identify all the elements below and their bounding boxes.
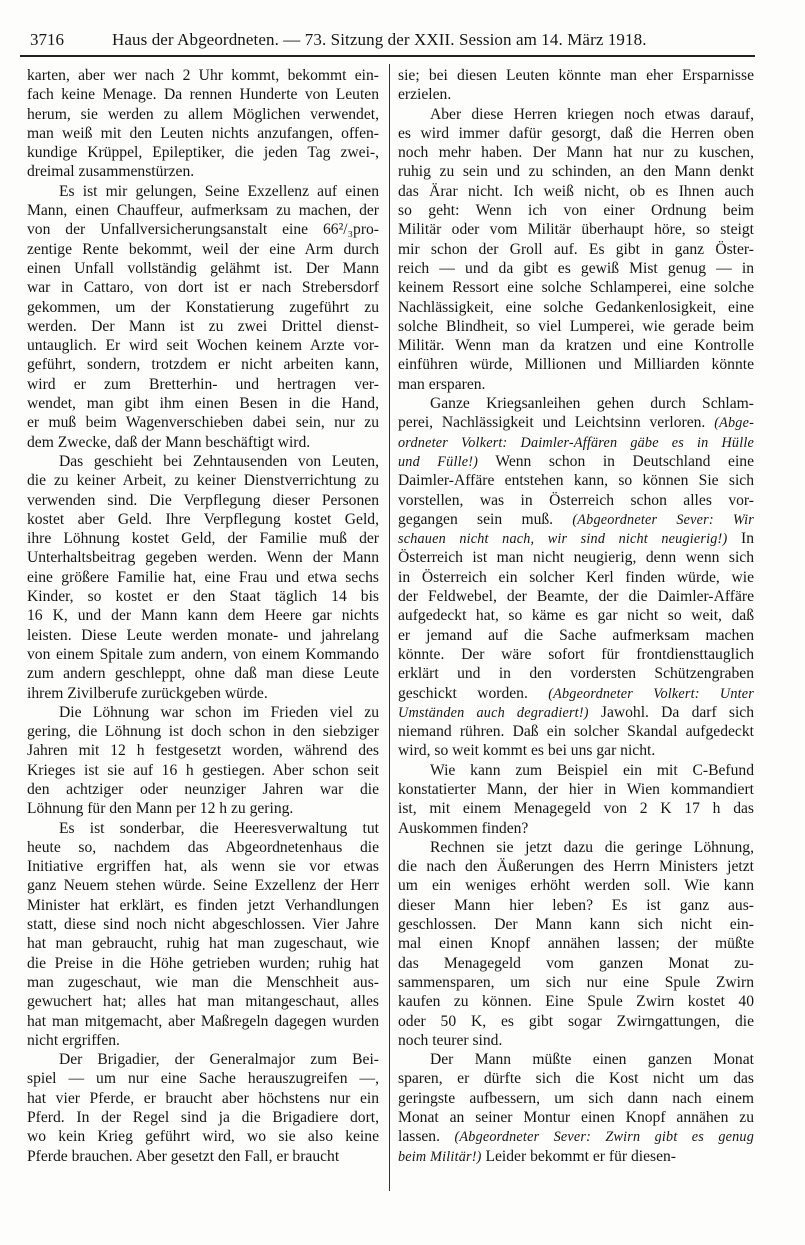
text-line: mir schon der Groll auf. Es gibt in ganz Öster- [398, 240, 754, 258]
interjection-text: ordneter Volkert: Daimler-Affären gäbe es in Hülle [398, 434, 754, 451]
text-line [398, 413, 754, 432]
text-line: das Menagegeld vom ganzen Monat zu- [398, 954, 754, 972]
text-line: konstatierter Mann, der hier in Wien kommandiert [398, 780, 754, 798]
text-line: statt, diese sind noch nicht abgeschlossen. Vier Jahre [27, 916, 379, 934]
text-line: spiel — um nur eine Sache herauszugreifen —, [27, 1070, 379, 1088]
text-line: reich — und da gibt es gewiß Mist genug — in [398, 259, 754, 277]
text-line: Minister hat erklärt, es finden jetzt Verhandlungen [27, 896, 379, 914]
text-line: Aber diese Herren kriegen noch etwas darauf, [430, 105, 754, 123]
speech-text: perei, Nachlässigkeit und Leichtsinn verloren. [398, 414, 715, 432]
text-line: man weiß mit den Leuten nichts anzufangen, offen- [27, 124, 379, 142]
text-line: vorstellen, was in Österreich schon alles vor- [398, 491, 754, 509]
text-line: verwenden sind. Die Verpflegung dieser Personen [27, 491, 379, 509]
text-line: man zugeschaut, wie man die Menschheit aus- [27, 973, 379, 991]
text-line: dieser Mann hier leben? Es ist ganz aus- [398, 896, 754, 914]
interjection-text: Umständen auch degradiert!) [398, 704, 589, 721]
interjection-text: beim Militär!) [398, 1148, 482, 1165]
text-line [398, 529, 754, 548]
text-line: ganz Neuem stehen würde. Seine Exzellenz der Herr [27, 877, 379, 895]
text-line: Pferde brauchen. Aber gesetzt den Fall, er braucht [27, 1147, 340, 1165]
text-line: Monat an seiner Montur einen Knopf annähen zu [398, 1109, 754, 1127]
text-line: fach keine Menage. Da rennen Hunderte von Leuten [27, 86, 379, 104]
text-line [398, 703, 754, 722]
text-line: ruhig zu sein und zu schinden, an den Mann denkt [398, 163, 754, 181]
text-line: so geht: Wenn ich von einer Ordnung beim [398, 202, 754, 220]
text-line: Militär oder vom Militär überhaupt höre, so steigt [398, 221, 754, 239]
text-line: Der Mann müßte einen ganzen Monat [430, 1051, 754, 1069]
text-line: könnte. Der wäre sofort für frontdiensttauglich [398, 645, 754, 663]
text-line: Ganze Kriegsanleihen gehen durch Schlam- [430, 395, 754, 413]
text-line: Pferd. In der Regel sind ja die Brigadiere dort, [27, 1109, 379, 1127]
speech-text: Wenn schon in Deutschland eine [478, 452, 754, 470]
text-line [398, 1127, 754, 1146]
text-line: erklärt und in den vordersten Schützengraben [398, 665, 754, 683]
text-line: Die Löhnung war schon im Frieden viel zu [59, 703, 379, 721]
text-line: geringste aufbessern, um sich dann nach einem [398, 1089, 754, 1107]
text-line: karten, aber wer nach 2 Uhr kommt, bekommt ein- [27, 67, 379, 84]
text-line: in Österreich ein solcher Kerl finden würde, wie [398, 568, 754, 586]
text-line: ist, mit einem Menagegeld von 2 K 17 h das [398, 800, 754, 818]
text-line: Rechnen sie jetzt dazu die geringe Löhnung, [430, 838, 754, 856]
text-line: von der Unfallversicherungsanstalt eine 66²/₃pro- [27, 221, 379, 239]
text-line: man ersparen. [398, 375, 486, 393]
text-line: werden. Der Mann ist zu zwei Drittel dienst- [27, 317, 379, 335]
text-line: herum, sie werden zu allem Möglichen verwendet, [27, 105, 379, 123]
text-line: untauglich. Er wird seit Wochen keinem Arzte vor- [27, 337, 379, 355]
right-column [398, 66, 754, 1166]
text-line: Der Brigadier, der Generalmajor zum Bei- [59, 1051, 379, 1069]
text-line: Nachlässigkeit, eine solche Gedankenlosigkeit, eine [398, 298, 754, 316]
text-line [398, 1147, 754, 1166]
text-line: gekommen, um der Konstatierung zugeführt zu [27, 298, 379, 316]
text-line: zum andern geschleppt, ohne daß man diese Leute [27, 665, 379, 683]
speech-text: lassen. [398, 1128, 455, 1146]
text-line: um ein weniges erhöht werden soll. Wie kann [398, 877, 754, 895]
text-line: erzielen. [398, 86, 452, 104]
interjection-text: (Abge- [714, 415, 754, 432]
text-line: Löhnung für den Mann per 12 h zu gering. [27, 800, 294, 818]
speech-text: In [727, 530, 754, 548]
text-line: sie; bei diesen Leuten könnte man eher Ersparnisse [398, 67, 754, 84]
interjection-text: (Abgeordneter Sever: Zwirn gibt es genug [454, 1129, 754, 1146]
text-line: oder 50 K, es gibt sogar Zwirngattungen, die [398, 1012, 754, 1030]
text-line: er jemand auf die Sache aufmerksam machen [398, 626, 754, 644]
text-line: sparen, er dürfte sich die Kost nicht um das [398, 1070, 754, 1088]
text-line: wendet, man gibt ihm einen Besen in die Hand, [27, 395, 379, 413]
text-line: aufgedeckt hat, so käme es gar nicht so weit, daß [398, 607, 754, 625]
text-line: noch mehr haben. Der Mann hat nur zu kuschen, [398, 144, 754, 162]
text-line: die Preise in die Höhe getrieben wurden; ruhig hat [27, 954, 379, 972]
text-line: kostet aber Geld. Ihre Verpflegung kostet Geld, [27, 510, 379, 528]
text-line: keinem Ressort eine solche Schlamperei, eine solche [398, 279, 754, 297]
interjection-text: (Abgeordneter Sever: Wir [572, 511, 754, 528]
text-line: war in Cattaro, von dort ist er nach Strebersdorf [27, 279, 379, 297]
column-divider [389, 64, 390, 1191]
text-line: dem Zwecke, daß der Mann beschäftigt wird. [27, 433, 311, 451]
text-line: ihre Löhnung kostet Geld, der Familie muß der [27, 530, 379, 548]
text-line: die nach den Äußerungen des Herrn Ministers jetzt [398, 858, 754, 876]
text-line: Österreich ist man nicht neugierig, denn wenn sich [398, 549, 754, 567]
text-line: heute so, nachdem das Abgeordnetenhaus die [27, 838, 379, 856]
text-line [398, 510, 754, 529]
text-line: einen Unfall vollständig gelähmt ist. Der Mann [27, 259, 379, 277]
text-line: hat vier Pferde, er braucht aber höchstens nur ein [27, 1089, 379, 1107]
interjection-text: schauen nicht nach, wir sind nicht neugierig!) [398, 531, 728, 548]
text-line: gering, die Löhnung ist doch schon in den siebziger [27, 723, 379, 741]
text-line: noch teurer sind. [398, 1031, 503, 1049]
text-line: eine größere Familie hat, eine Frau und etwa sechs [27, 568, 379, 586]
text-line: wird, so weit kommt es bei uns gar nicht. [398, 742, 656, 760]
text-line: Krieges ist sie auf 16 h gestiegen. Aber schon seit [27, 761, 379, 779]
text-line: Das geschieht bei Zehntausenden von Leuten, [59, 452, 379, 470]
left-column [27, 66, 379, 1166]
text-line: zentige Rente bekommt, weil der eine Arm durch [27, 240, 379, 258]
text-line [398, 684, 754, 703]
speech-text: Leider bekommt er für diesen- [481, 1147, 676, 1165]
text-line: Auskommen finden? [398, 819, 529, 837]
text-line: kundige Krüppel, Epileptiker, die jeden Tag zwei-, [27, 144, 379, 162]
running-title: Haus der Abgeordneten. — 73. Sitzung der XXII. Session am 14. März 1918. [112, 30, 647, 49]
text-line: geschlossen. Der Mann kann sich nicht ein- [398, 916, 754, 934]
text-line: der Feldwebel, der Beamte, der die Daimler-Affäre [398, 588, 754, 606]
text-line: Initiative ergriffen hat, als wenn sie vor etwas [27, 858, 379, 876]
text-line: hat man gebraucht, ruhig hat man zugeschaut, wie [27, 935, 379, 953]
text-line: wo kein Krieg geführt wird, wo sie also keine [27, 1128, 379, 1146]
text-line: Wie kann zum Beispiel ein mit C-Befund [430, 761, 754, 779]
speech-text: Jawohl. Da darf sich [588, 703, 754, 721]
text-line: das Ärar nicht. Ich weiß nicht, ob es Ihnen auch [398, 182, 754, 200]
text-line: leisten. Diese Leute werden monate- und jahrelang [27, 626, 379, 644]
page-header [30, 29, 752, 51]
text-line: mal einen Knopf annähen lassen; der müßte [398, 935, 754, 953]
page-number: 3716 [30, 30, 64, 49]
header-rule [20, 55, 755, 57]
text-line: Unterhaltsbeitrag gegeben werden. Wenn der Mann [27, 549, 379, 567]
text-line: Kinder, so kostet er den Staat täglich 14 bis [27, 588, 379, 606]
text-line: einführen würde, Millionen und Milliarden könnte [398, 356, 754, 374]
text-line: 16 K, und der Mann kann dem Heere gar nichts [27, 607, 379, 625]
text-line: Mann, einen Chauffeur, aufmerksam zu machen, der [27, 202, 379, 220]
text-line: es wird immer dafür gesorgt, daß die Herren oben [398, 124, 754, 142]
text-line: wird er zum Bretterhin- und hertragen ver- [27, 375, 379, 393]
text-line: Es ist sonderbar, die Heeresverwaltung tut [59, 819, 379, 837]
interjection-text: und Fülle!) [398, 453, 479, 470]
text-line: hat man mitgemacht, aber Maßregeln dagegen wurden [27, 1012, 379, 1030]
text-line: den achtziger oder neunziger Jahren war die [27, 780, 379, 798]
text-line: er muß beim Wagenverschieben dabei sein, nur zu [27, 414, 379, 432]
text-line: die zu keiner Arbeit, zu keiner Dienstverrichtung zu [27, 472, 379, 490]
text-line: gewuchert hat; alles hat man mitangeschaut, alles [27, 993, 379, 1011]
interjection-text: (Abgeordneter Volkert: Unter [548, 685, 754, 702]
text-line: kaufen zu können. Eine Spule Zwirn kostet 40 [398, 993, 754, 1011]
text-line: Jahren mit 12 h festgesetzt worden, während des [27, 742, 379, 760]
text-line: dreimal zusammenstürzen. [27, 163, 195, 181]
text-line: Militär. Wenn man da kratzen und eine Kontrolle [398, 337, 754, 355]
text-line: nicht ergriffen. [27, 1031, 120, 1049]
text-line: geführt, sondern, trotzdem er nicht arbeiten kann, [27, 356, 379, 374]
speech-text: gegangen sein muß. [398, 510, 573, 528]
speech-text: geschickt worden. [398, 684, 549, 702]
text-line: von einem Spitale zum andern, von einem Kommando [27, 645, 379, 663]
text-line: sammensparen, um sich nur eine Spule Zwirn [398, 973, 754, 991]
text-line: Daimler-Affäre entstehen kann, so können Sie sich [398, 472, 754, 490]
text-line [398, 452, 754, 471]
text-line: Es ist mir gelungen, Seine Exzellenz auf einen [59, 182, 379, 200]
text-line: ihrem Zivilberufe zurückgeben würde. [27, 684, 268, 702]
text-line [398, 433, 754, 452]
text-line: solche Blindheit, so viel Lumperei, wie gerade beim [398, 317, 754, 335]
text-line: niemand rühren. Daß ein solcher Skandal aufgedeckt [398, 723, 754, 741]
